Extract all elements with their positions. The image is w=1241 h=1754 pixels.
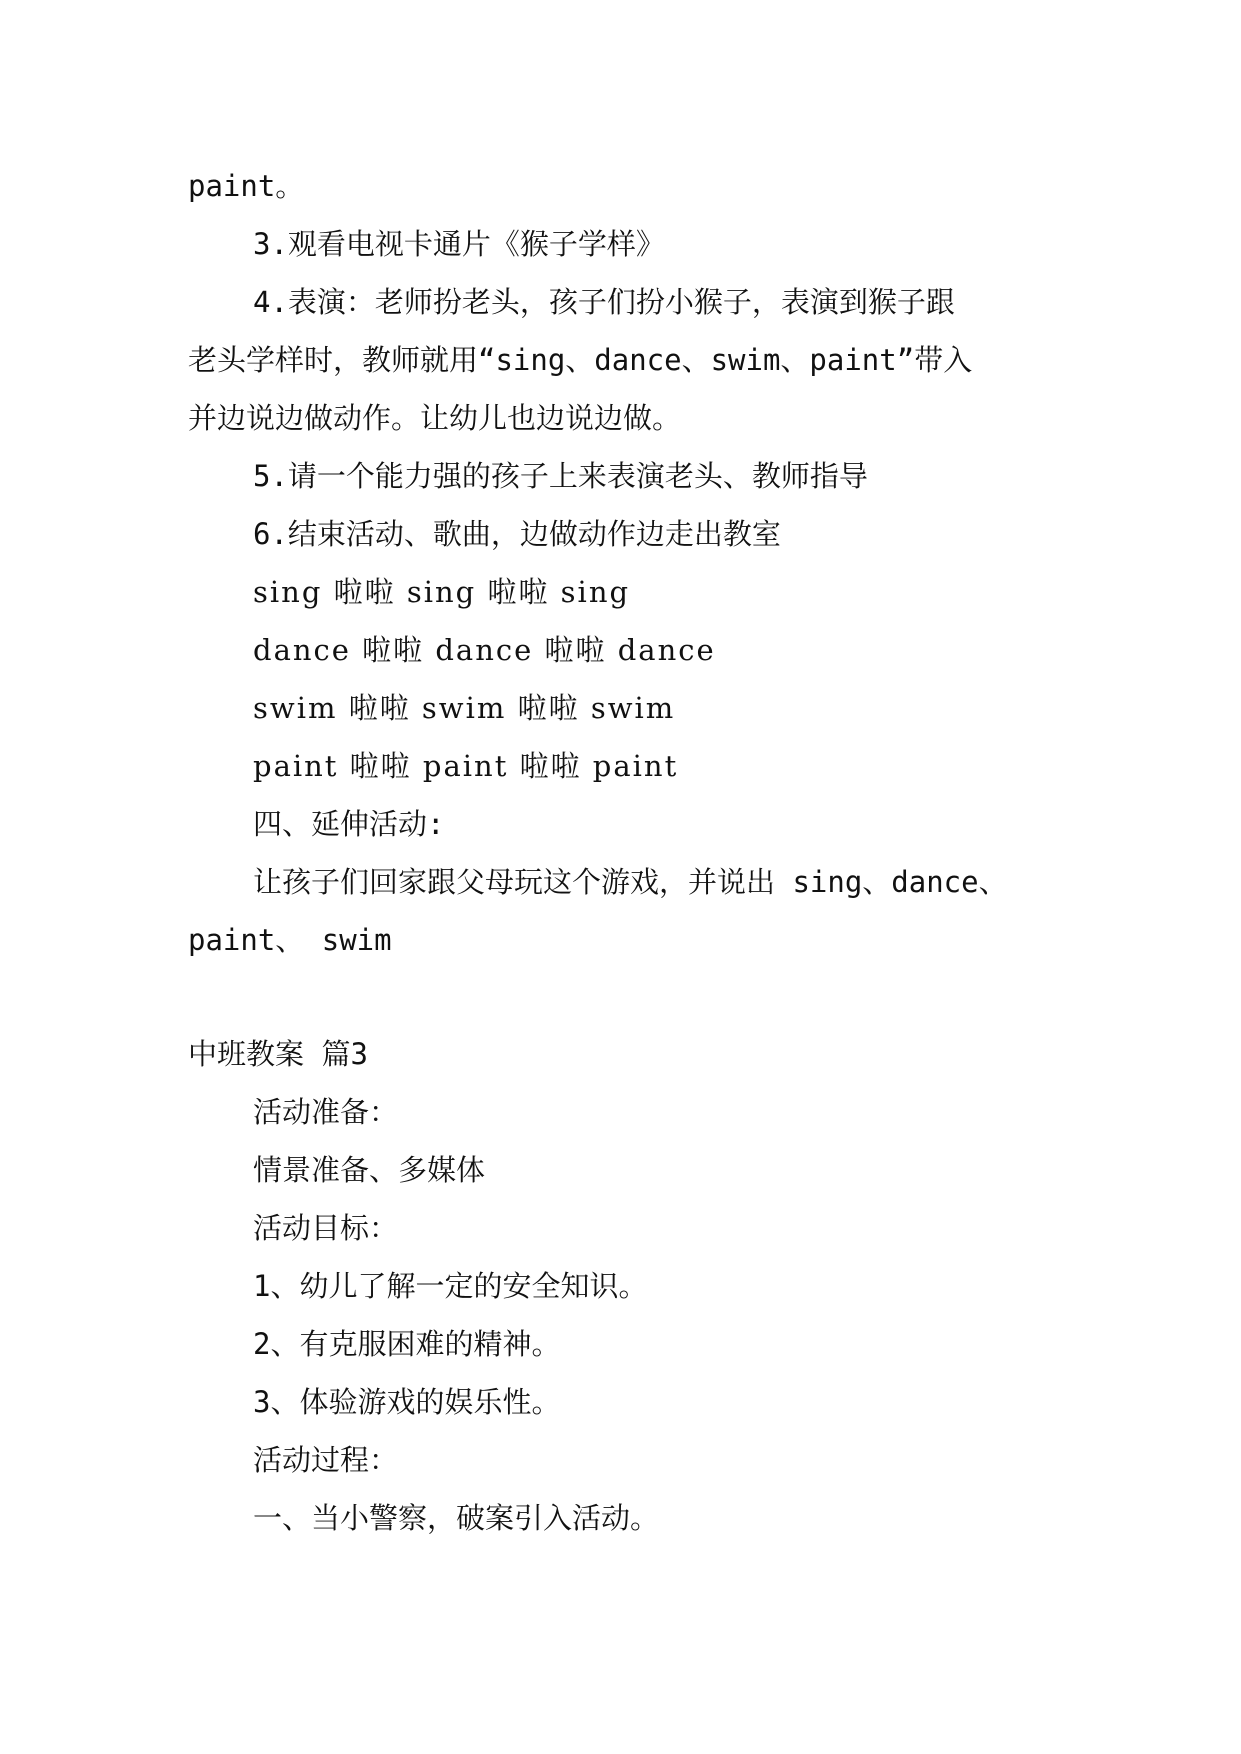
paragraph-line: paint。 [188,169,305,203]
paragraph-line: 四、延伸活动: [253,807,445,841]
paragraph-line: 活动准备： [253,1095,399,1129]
paragraph-line: paint、 swim [188,923,392,957]
song-line: dance 啦啦 dance 啦啦 dance [253,633,716,667]
section-title: 中班教案 篇3 [188,1037,368,1071]
paragraph-line: 4.表演：老师扮老头，孩子们扮小猴子，表演到猴子跟 [253,285,955,319]
paragraph-line: 并边说边做动作。让幼儿也边说边做。 [188,401,682,435]
paragraph-line: 6.结束活动、歌曲，边做动作边走出教室 [253,517,781,551]
paragraph-line: 活动过程： [253,1443,399,1477]
paragraph-line: 让孩子们回家跟父母玩这个游戏，并说出 sing、dance、 [253,865,1008,899]
paragraph-line: 2、有克服困难的精神。 [253,1327,561,1361]
paragraph-line: 3、体验游戏的娱乐性。 [253,1385,561,1419]
paragraph-line: 3.观看电视卡通片《猴子学样》 [253,227,665,261]
song-line: swim 啦啦 swim 啦啦 swim [253,691,676,725]
paragraph-line: 老头学样时，教师就用“sing、dance、swim、paint”带入 [188,343,973,377]
song-line: paint 啦啦 paint 啦啦 paint [253,749,679,783]
paragraph-line: 1、幼儿了解一定的安全知识。 [253,1269,648,1303]
paragraph-line: 5.请一个能力强的孩子上来表演老头、教师指导 [253,459,868,493]
song-line: sing 啦啦 sing 啦啦 sing [253,575,631,609]
paragraph-line: 一、当小警察，破案引入活动。 [253,1501,660,1535]
paragraph-line: 活动目标： [253,1211,399,1245]
paragraph-line: 情景准备、多媒体 [253,1153,486,1187]
